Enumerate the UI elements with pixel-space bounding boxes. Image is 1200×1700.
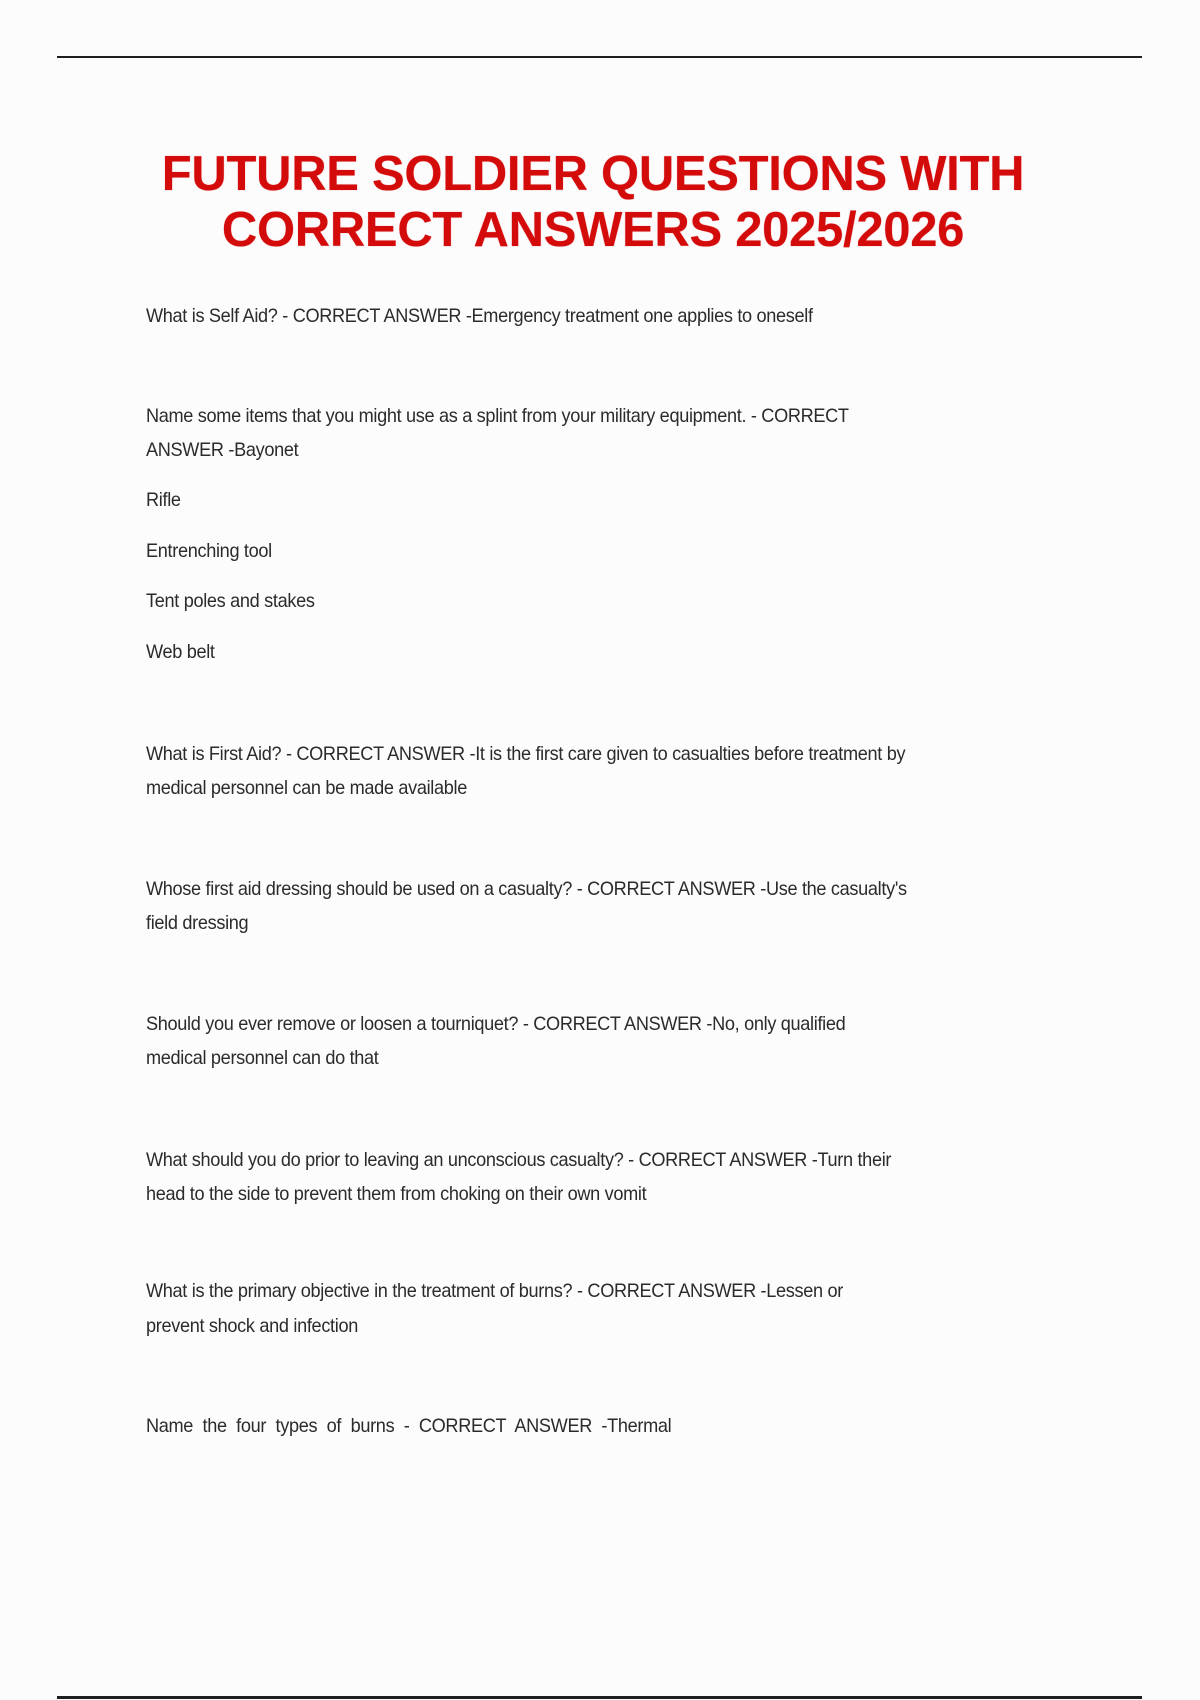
title-line-1: FUTURE SOLDIER QUESTIONS WITH (161, 147, 1025, 201)
qa-4-line-2: field dressing (146, 912, 249, 934)
qa-2-line-2: ANSWER -Bayonet (146, 439, 299, 461)
footer-rule (57, 1696, 1142, 1699)
title-line-2: CORRECT ANSWERS 2025/2026 (221, 203, 965, 257)
header-rule (57, 56, 1142, 58)
qa-3-line-1: What is First Aid? - CORRECT ANSWER -It is the first care given to casualties before treatment by (146, 743, 906, 765)
document-title (0, 146, 1186, 258)
qa-2-item-tent-poles: Tent poles and stakes (146, 590, 315, 612)
qa-2-item-rifle: Rifle (146, 489, 181, 511)
qa-2-item-entrenching-tool: Entrenching tool (146, 540, 272, 562)
qa-4-line-1: Whose first aid dressing should be used on a casualty? - CORRECT ANSWER -Use the casualty's (146, 878, 907, 900)
qa-7-line-1: What is the primary objective in the treatment of burns? - CORRECT ANSWER -Lessen or (146, 1280, 843, 1302)
qa-5-line-2: medical personnel can do that (146, 1047, 379, 1069)
qa-2-item-web-belt: Web belt (146, 641, 215, 663)
qa-3-line-2: medical personnel can be made available (146, 777, 468, 799)
qa-7-line-2: prevent shock and infection (146, 1315, 358, 1337)
qa-1-line-1: What is Self Aid? - CORRECT ANSWER -Emergency treatment one applies to oneself (146, 305, 813, 327)
qa-6-line-2: head to the side to prevent them from choking on their own vomit (146, 1183, 647, 1205)
qa-6-line-1: What should you do prior to leaving an unconscious casualty? - CORRECT ANSWER -Turn their (146, 1149, 892, 1171)
qa-2-line-1: Name some items that you might use as a splint from your military equipment. - CORRECT (146, 405, 849, 427)
qa-8-line-1: Name the four types of burns - CORRECT ANSWER -Thermal (146, 1415, 672, 1437)
qa-5-line-1: Should you ever remove or loosen a tourniquet? - CORRECT ANSWER -No, only qualified (146, 1013, 846, 1035)
